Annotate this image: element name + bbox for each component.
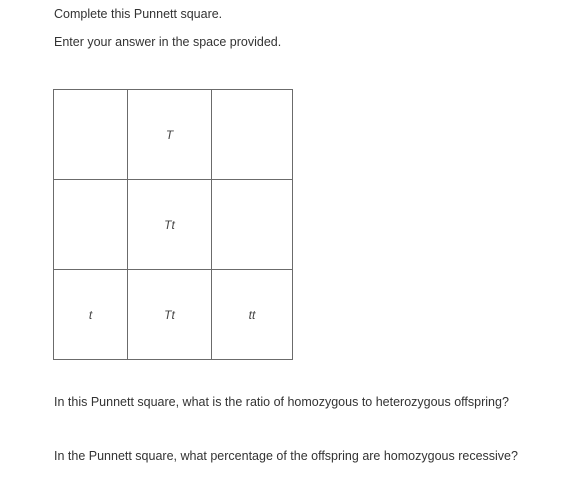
punnett-cell-r1c2[interactable]: T (128, 90, 212, 180)
punnett-row-3 (54, 270, 293, 360)
punnett-cell-r2c1[interactable] (54, 180, 128, 270)
punnett-cell-r3c2[interactable]: Tt (128, 270, 212, 360)
punnett-row-1 (54, 90, 293, 180)
punnett-cell-r2c3[interactable] (212, 180, 293, 270)
question-recessive-percentage: In the Punnett square, what percentage of the offspring are homozygous recessive? (54, 449, 518, 463)
instruction-complete-square: Complete this Punnett square. (54, 7, 223, 21)
punnett-cell-r1c1[interactable] (54, 90, 128, 180)
punnett-cell-r3c3[interactable]: tt (212, 270, 293, 360)
punnett-cell-r3c1[interactable]: t (54, 270, 128, 360)
instruction-enter-answer: Enter your answer in the space provided. (54, 35, 282, 49)
punnett-row-2 (54, 180, 293, 270)
punnett-square-grid (53, 89, 293, 360)
question-homozygous-ratio: In this Punnett square, what is the ratio of homozygous to heterozygous offspring? (54, 395, 509, 409)
punnett-cell-r2c2[interactable]: Tt (128, 180, 212, 270)
punnett-cell-r1c3[interactable] (212, 90, 293, 180)
